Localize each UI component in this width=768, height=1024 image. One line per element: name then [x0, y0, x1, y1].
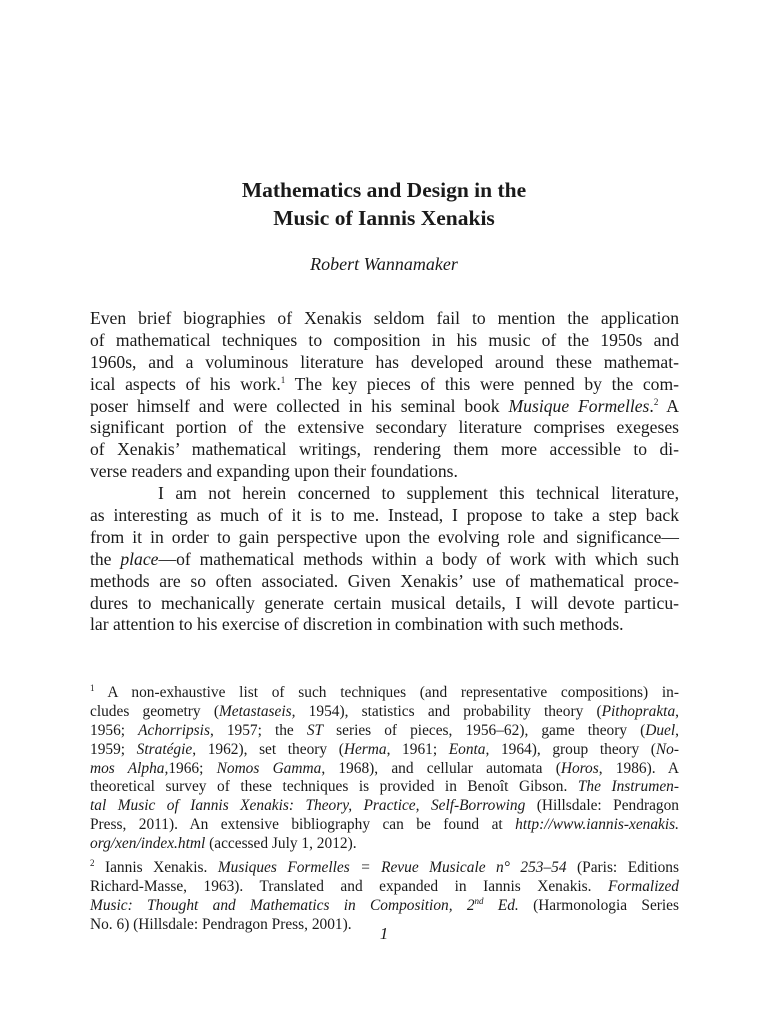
body-line: poser himself and were collected in his seminal book Musique Formelles.$^2$ A [90, 395, 679, 416]
footnote-marker: 1 [90, 682, 95, 693]
body-line: the place—of mathematical methods within a body of work with which such [90, 548, 679, 569]
paragraph-1 [90, 308, 679, 483]
body-line: I am not herein concerned to supplement this technical literature, [158, 483, 679, 504]
footnote-line: mos Alpha,1966; Nomos Gamma, 1968), and cellular automata (Horos, 1986). A [90, 759, 680, 777]
url-link: org/xen/index.html [90, 835, 206, 853]
footnote-line: $^2$ Iannis Xenakis. Musiques Formelles = Revue Musicale n° 253–54 (Paris: Editions [90, 857, 679, 877]
paragraph-2 [90, 483, 679, 636]
author-name: Robert Wannamaker [310, 254, 458, 274]
footnote-line: tal Music of Iannis Xenakis: Theory, Practice, Self-Borrowing (Hillsdale: Pendragon [90, 797, 679, 815]
body-line: ical aspects of his work.$^1$ The key pieces of this were penned by the com- [90, 373, 679, 394]
footnote-line: 1959; Stratégie, 1962), set theory (Herma, 1961; Eonta, 1964), group theory (No- [90, 740, 679, 758]
footnote-ref-2: 2 [653, 396, 659, 407]
url-link: http://www.iannis-xenakis. [515, 816, 679, 834]
footnote-line: theoretical survey of these techniques is provided in Benoît Gibson. The Instrumen- [90, 778, 679, 796]
body-line: significant portion of the extensive secondary literature comprises exegeses [90, 417, 679, 438]
body-line: dures to mechanically generate certain musical details, I will devote particu- [90, 592, 679, 613]
footnote-marker: 2 [90, 857, 95, 868]
footnote-line: 1956; Achorripsis, 1957; the ST series of pieces, 1956–62), game theory (Duel, [90, 721, 679, 739]
emphasis: place [120, 548, 159, 569]
article-title [0, 176, 768, 232]
book-title: Musique Formelles [508, 395, 650, 416]
body-line: Even brief biographies of Xenakis seldom fail to mention the application [90, 308, 679, 328]
title-line-1: Mathematics and Design in the [241, 178, 527, 202]
body-text [90, 308, 679, 636]
footnote-line: Music: Thought and Mathematics in Composition, 2nd Ed. (Harmonologia Series [90, 895, 679, 914]
body-line: verse readers and expanding upon their foundations. [90, 461, 458, 482]
body-line: of Xenakis’ mathematical writings, rendering them more accessible to di- [90, 439, 679, 460]
footnotes [90, 684, 679, 935]
title-line-2: Music of Iannis Xenakis [273, 206, 495, 230]
body-line: methods are so often associated. Given Xenakis’ use of mathematical proce- [90, 570, 679, 591]
body-line: of mathematical techniques to composition in his music of the 1950s and [90, 329, 679, 350]
footnote-line: org/xen/index.html (accessed July 1, 2012). [90, 835, 357, 853]
footnote-line: $^1$ A non-exhaustive list of such techniques (and representative compositions) in- [90, 682, 679, 701]
footnote-ref-1: 1 [280, 374, 286, 385]
footnote-line: cludes geometry (Metastaseis, 1954), statistics and probability theory (Pithoprakta, [90, 702, 679, 720]
page-number: 1 [379, 924, 389, 943]
body-line: from it in order to gain perspective upon the evolving role and significance— [90, 526, 679, 547]
footnote-line: Richard-Masse, 1963). Translated and expanded in Iannis Xenakis. Formalized [90, 877, 679, 895]
footnote-line: Press, 2011). An extensive bibliography can be found at http://www.iannis-xenakis. [90, 816, 679, 834]
footnote-line: No. 6) (Hillsdale: Pendragon Press, 2001). [90, 915, 352, 933]
body-line: lar attention to his exercise of discretion in combination with such methods. [90, 614, 624, 635]
body-line: as interesting as much of it is to me. Instead, I propose to take a step back [90, 505, 679, 526]
footnote-1 [90, 684, 679, 854]
body-line: 1960s, and a voluminous literature has developed around these mathemat- [90, 351, 679, 372]
